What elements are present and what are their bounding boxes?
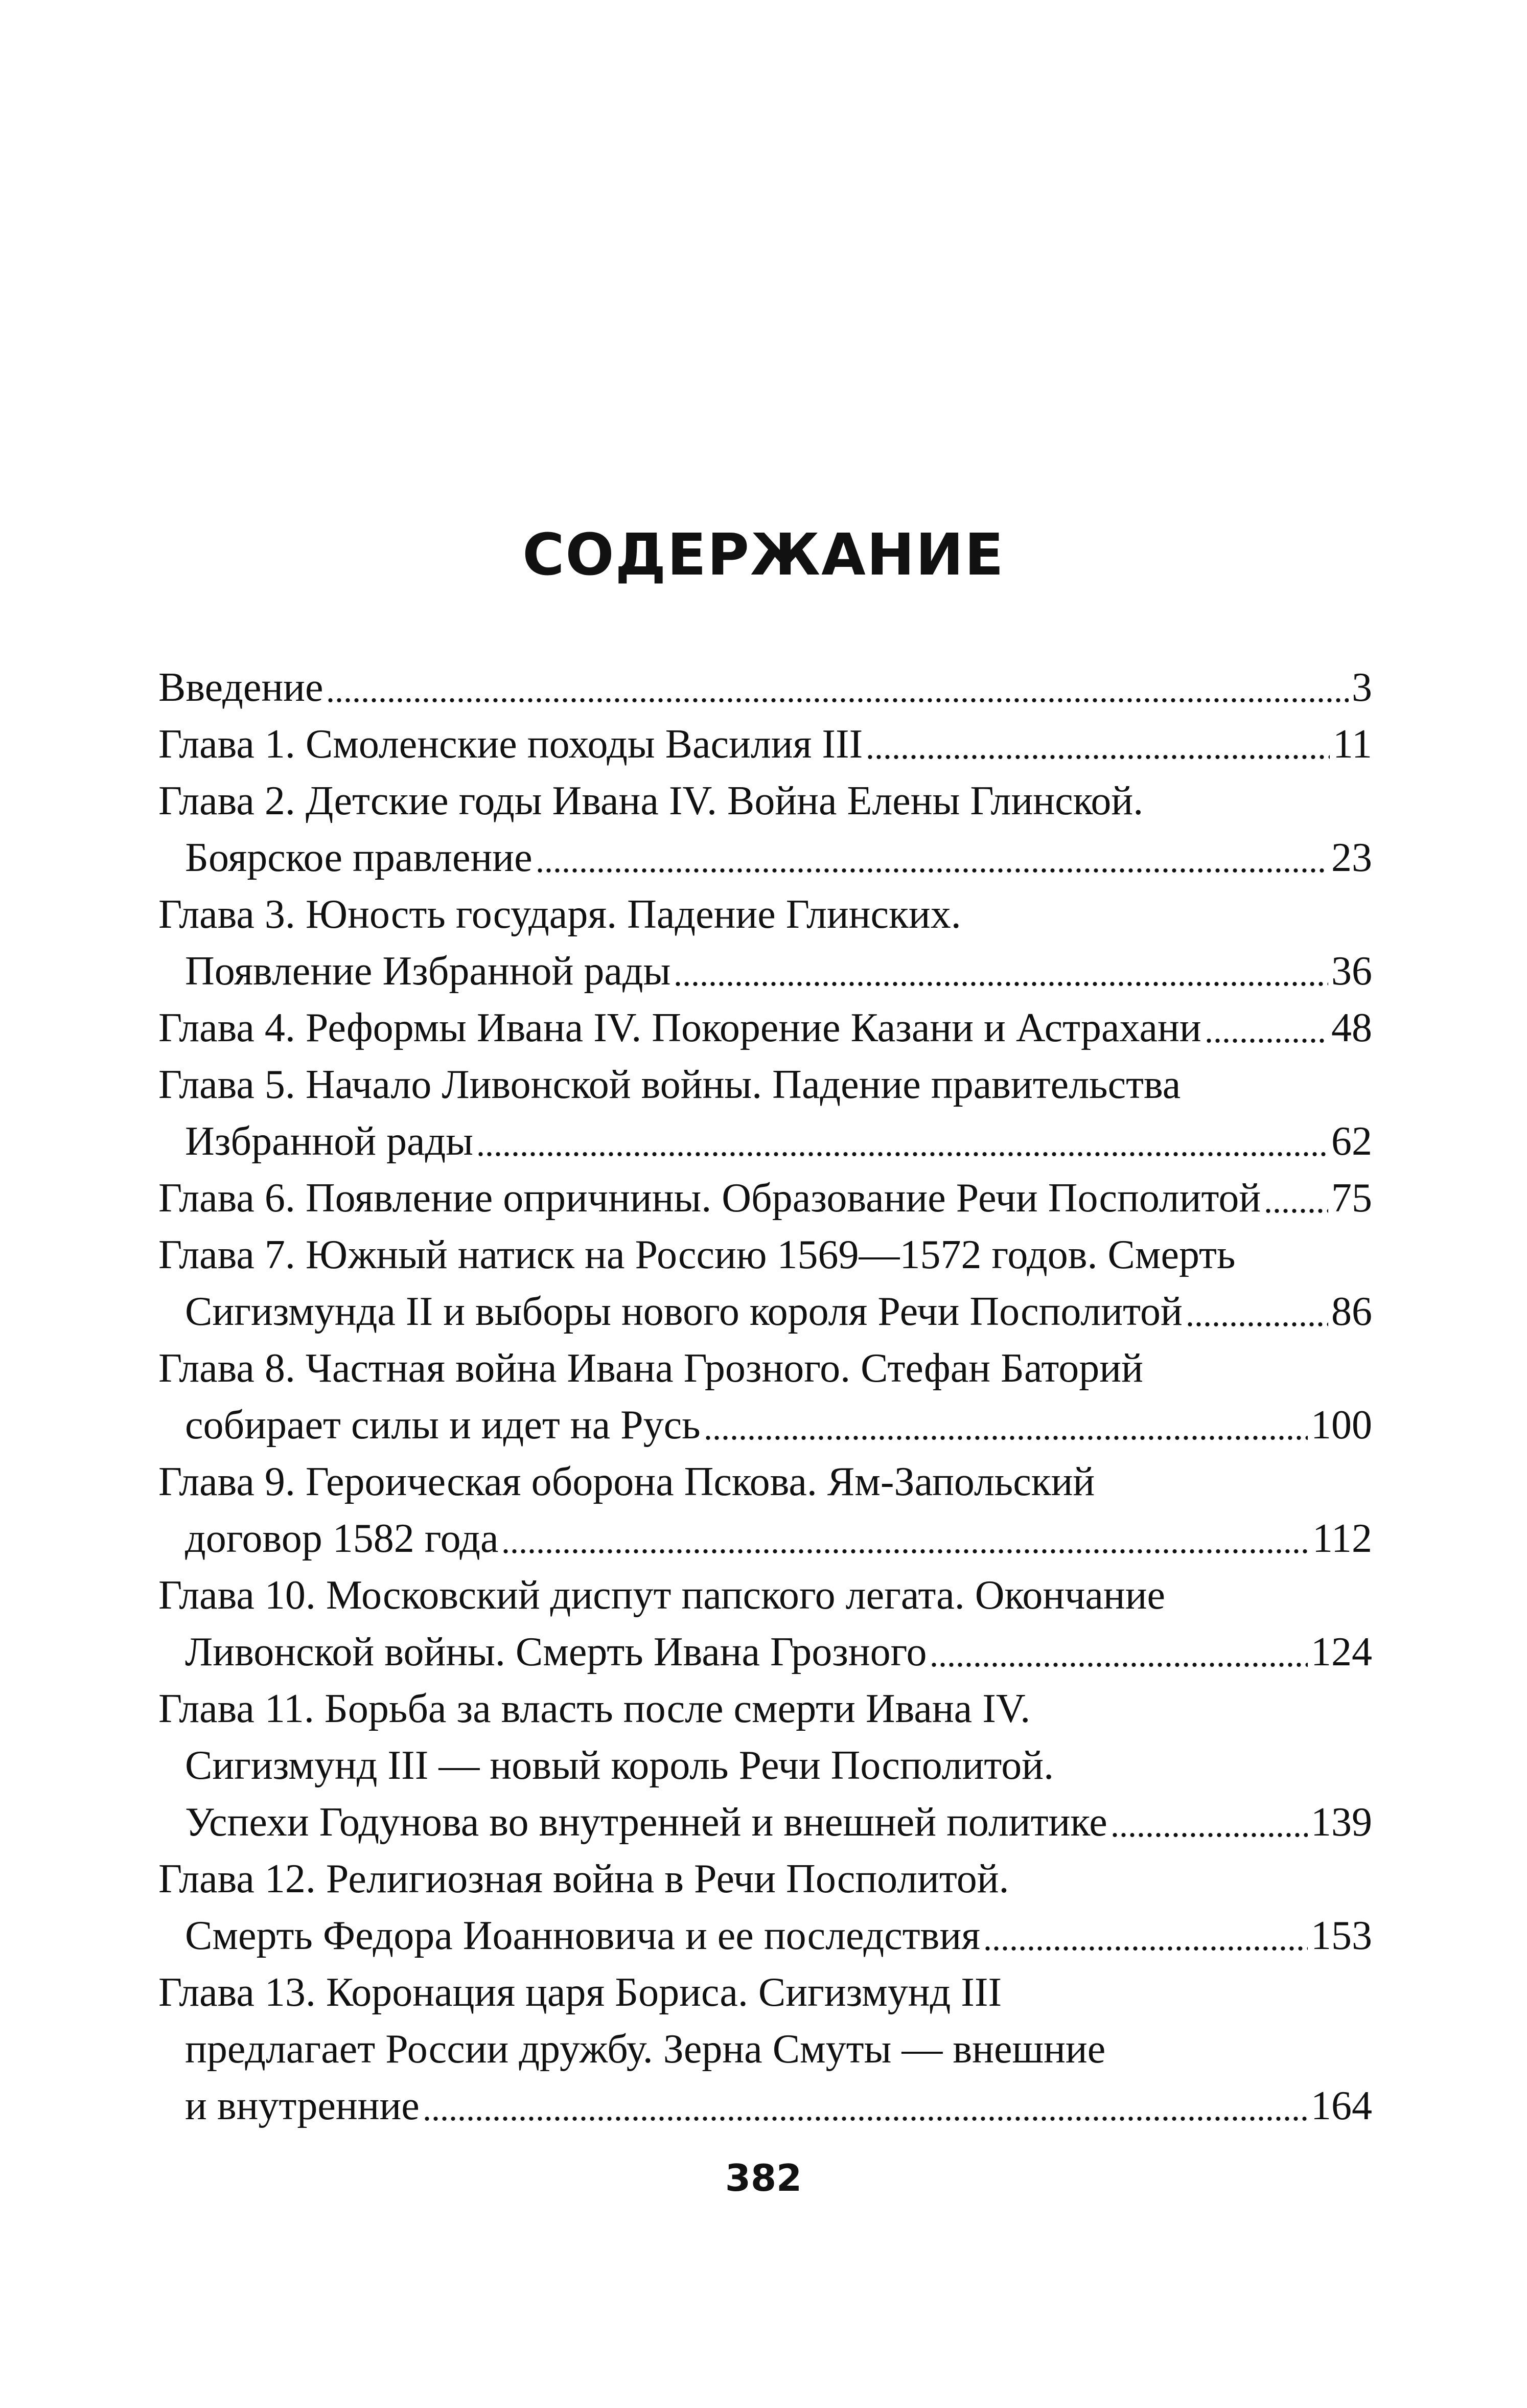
dot-leader [536, 866, 1328, 875]
toc-entry-final-line [158, 830, 1372, 886]
toc-entry-title: и внутренние [185, 2083, 420, 2128]
dot-leader [930, 1660, 1308, 1669]
page-number: 382 [725, 2157, 802, 2199]
page-title: СОДЕРЖАНИЕ [522, 522, 1005, 588]
dot-leader [866, 752, 1330, 762]
toc-page-number: 112 [1312, 1516, 1372, 1561]
toc-entry-line: Сигизмунд III — новый король Речи Посполитой. [185, 1743, 1054, 1788]
toc-page-number: 23 [1331, 835, 1372, 880]
toc-entry [158, 886, 1372, 1000]
toc-entry-final-line [158, 1794, 1372, 1851]
toc-entry-line: Глава 7. Южный натиск на Россию 1569—1572 годов. Смерть [158, 1232, 1236, 1277]
toc-entry-final-line [158, 716, 1372, 773]
toc-entry-title: Глава 6. Появление опричнины. Образование Речи Посполитой [158, 1176, 1261, 1221]
toc-page-number: 153 [1311, 1913, 1372, 1958]
toc-entry-final-line [158, 1283, 1372, 1340]
toc-page-number: 75 [1331, 1176, 1372, 1221]
toc-entry-line: Глава 9. Героическая оборона Пскова. Ям-Запольский [158, 1459, 1095, 1504]
toc-entry [158, 1000, 1372, 1057]
dot-leader [476, 1150, 1328, 1159]
dot-leader [983, 1944, 1308, 1953]
toc-page-number: 62 [1331, 1119, 1372, 1164]
toc-entry-line: Глава 13. Коронация царя Бориса. Сигизмунд III [158, 1970, 1002, 2015]
toc-entry-title: Избранной рады [185, 1119, 473, 1164]
toc-entry-title: договор 1582 года [185, 1516, 499, 1561]
toc-entry [158, 1851, 1372, 1964]
toc-entry [158, 1340, 1372, 1454]
toc-entry-line: Глава 8. Частная война Ивана Грозного. Стефан Баторий [158, 1346, 1143, 1391]
dot-leader [423, 2114, 1308, 2123]
toc-entry-line: Глава 5. Начало Ливонской войны. Падение правительства [158, 1062, 1181, 1107]
toc-entry-final-line [158, 1000, 1372, 1057]
toc-entry-final-line [158, 2078, 1372, 2135]
toc-entry [158, 773, 1372, 886]
toc-entry-title: Появление Избранной рады [185, 949, 671, 994]
toc-page-number: 164 [1311, 2083, 1372, 2128]
toc-page-number: 86 [1331, 1289, 1372, 1334]
toc-entry-line: Глава 3. Юность государя. Падение Глинских. [158, 892, 961, 937]
toc-entry [158, 1057, 1372, 1170]
toc-page-number: 11 [1332, 722, 1372, 767]
toc-entry-final-line [158, 1624, 1372, 1681]
toc-entry-final-line [158, 1113, 1372, 1170]
toc-entry-final-line [158, 1510, 1372, 1567]
dot-leader [1186, 1320, 1328, 1329]
dot-leader [501, 1547, 1309, 1556]
dot-leader [1264, 1206, 1328, 1216]
toc-entry-line: Глава 11. Борьба за власть после смерти Ивана IV. [158, 1686, 1031, 1731]
toc-entry [158, 1567, 1372, 1681]
dot-leader [1110, 1830, 1308, 1840]
toc-entry-title: Смерть Федора Иоанновича и ее последствия [185, 1913, 981, 1958]
toc-entry-title: Ливонской войны. Смерть Ивана Грозного [185, 1630, 927, 1675]
toc-entry [158, 659, 1372, 716]
toc-entry-title: Успехи Годунова во внутренней и внешней политике [185, 1800, 1107, 1845]
toc-entry-final-line [158, 1908, 1372, 1964]
toc-page-number: 139 [1311, 1800, 1372, 1845]
toc-entry-final-line [158, 1170, 1372, 1227]
toc-entry-line: предлагает России дружбу. Зерна Смуты — внешние [185, 2027, 1106, 2072]
table-of-contents [158, 659, 1372, 2135]
toc-entry-title: Введение [158, 665, 323, 710]
toc-page-number: 3 [1352, 665, 1372, 710]
dot-leader [1205, 1036, 1328, 1045]
toc-entry-final-line [158, 659, 1372, 716]
dot-leader [674, 979, 1328, 989]
toc-entry-title: Глава 4. Реформы Ивана IV. Покорение Казани и Астрахани [158, 1005, 1201, 1050]
toc-entry-title: Боярское правление [185, 835, 533, 880]
toc-entry-title: собирает силы и идет на Русь [185, 1403, 701, 1448]
toc-entry [158, 716, 1372, 773]
toc-page-number: 124 [1311, 1630, 1372, 1675]
toc-page-number: 100 [1311, 1403, 1372, 1448]
toc-page-number: 48 [1331, 1005, 1372, 1050]
toc-entry [158, 1964, 1372, 2135]
toc-page-number: 36 [1331, 949, 1372, 994]
toc-entry-title: Глава 1. Смоленские походы Василия III [158, 722, 863, 767]
toc-entry [158, 1170, 1372, 1227]
toc-entry [158, 1227, 1372, 1340]
toc-entry-line: Глава 12. Религиозная война в Речи Посполитой. [158, 1856, 1009, 1901]
toc-entry [158, 1681, 1372, 1851]
toc-entry-title: Сигизмунда II и выборы нового короля Речи Посполитой [185, 1289, 1183, 1334]
toc-entry [158, 1454, 1372, 1567]
toc-entry-final-line [158, 943, 1372, 1000]
dot-leader [326, 696, 1349, 705]
toc-entry-final-line [158, 1397, 1372, 1454]
toc-entry-line: Глава 2. Детские годы Ивана IV. Война Елены Глинской. [158, 778, 1144, 823]
dot-leader [704, 1433, 1308, 1442]
toc-entry-line: Глава 10. Московский диспут папского легата. Окончание [158, 1573, 1166, 1618]
